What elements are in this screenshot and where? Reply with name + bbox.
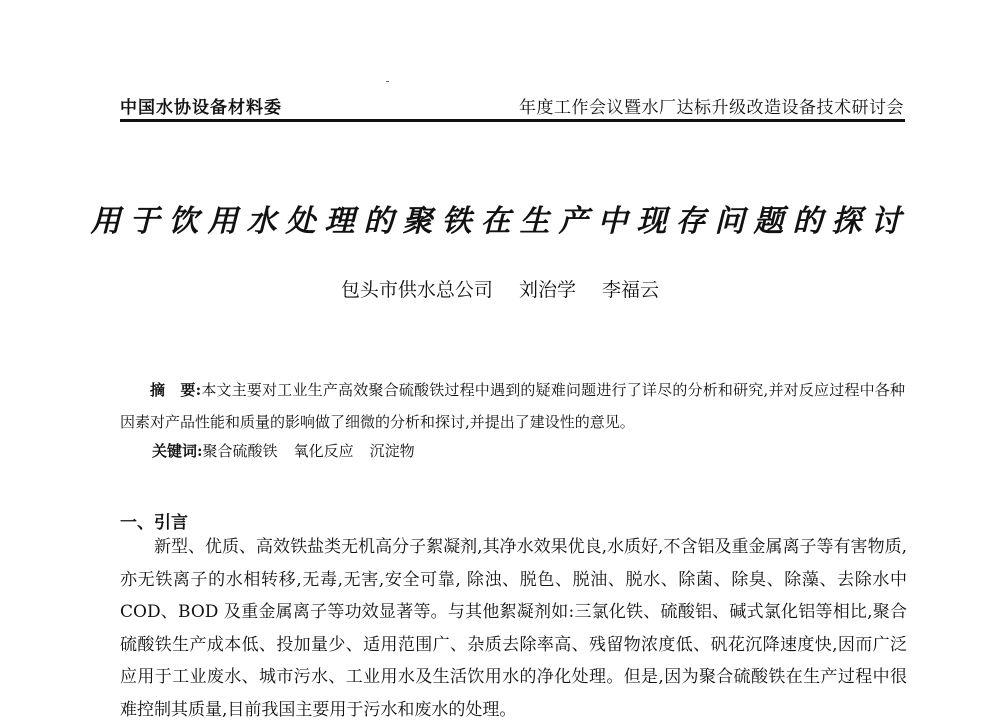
keywords: [152, 440, 431, 461]
author-name: 李福云: [602, 279, 660, 301]
paper-title: 用于饮用水处理的聚铁在生产中现存问题的探讨: [90, 204, 910, 239]
author-organization: 包头市供水总公司: [340, 279, 493, 301]
running-header-left: 中国水协设备材料委: [120, 98, 282, 118]
keyword: 聚合硫酸铁: [202, 442, 278, 460]
section-paragraph: 新型、优质、高效铁盐类无机高分子絮凝剂,其净水效果优良,水质好,不含铝及重金属离子等有害物质,亦无铁离子的水相转移,无毒,无害,安全可靠, 除浊、脱色、脱油、脱水、除菌、除臭、除藻、去除水中 COD、BOD 及重金属离子等功效显著等。与其他絮凝剂如:三氯化铁、硫酸铝、碱式氯化铝等相比,聚合硫酸铁生产成本低、投加量少、适用范围广、杂质去除率高、残留物浓度低、矾花沉降速度快,因而广泛应用于工业废水、城市污水、工业用水及生活饮用水的净化处理。但是,因为聚合硫酸铁在生产过程中很难控制其质量,目前我国主要用于污水和废水的处理。: [120, 537, 907, 720]
keyword: 沉淀物: [369, 442, 415, 460]
section-heading: 一、引言: [120, 513, 188, 533]
header-rule: [120, 119, 905, 122]
abstract-label: 摘 要:: [150, 381, 202, 399]
abstract-text: 本文主要对工业生产高效聚合硫酸铁过程中遇到的疑难问题进行了详尽的分析和研究,并对反应过程中各种因素对产品性能和质量的影响做了细微的分析和探讨,并提出了建设性的意见。: [120, 381, 905, 431]
abstract: [120, 374, 905, 438]
keywords-label: 关键词:: [152, 442, 203, 460]
author-name: 刘治学: [518, 279, 576, 301]
author-line: [0, 275, 1000, 302]
running-header-right: 年度工作会议暨水厂达标升级改造设备技术研讨会: [519, 98, 904, 118]
keyword: 氧化反应: [293, 442, 354, 460]
scan-speck: [386, 81, 389, 82]
